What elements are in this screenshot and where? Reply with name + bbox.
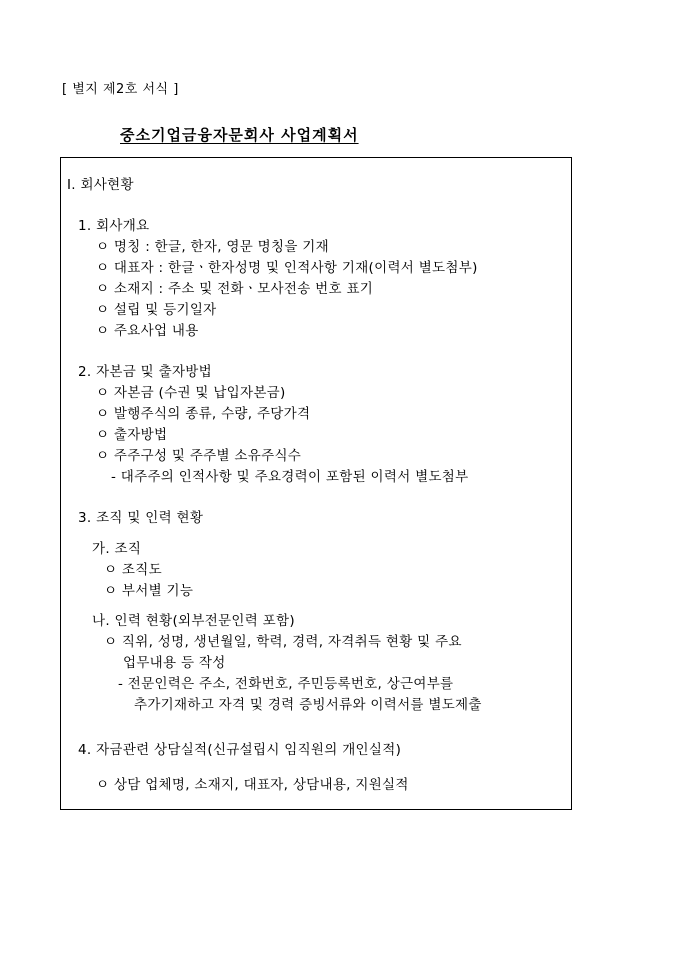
list-item: ㅇ 주주구성 및 주주별 소유주식수 — [96, 448, 302, 464]
section-heading: Ⅰ. 회사현황 — [67, 177, 134, 193]
list-item-continuation: 업무내용 등 작성 — [123, 655, 226, 671]
list-item: ㅇ 명칭 : 한글, 한자, 영문 명칭을 기재 — [96, 239, 329, 255]
sub-item-continuation: 추가기재하고 자격 및 경력 증빙서류와 이력서를 별도제출 — [134, 697, 482, 713]
list-item: ㅇ 설립 및 등기일자 — [96, 302, 217, 318]
list-item: ㅇ 상담 업체명, 소재지, 대표자, 상담내용, 지원실적 — [96, 777, 409, 793]
section-3-title: 3. 조직 및 인력 현황 — [78, 510, 204, 526]
sub-item: - 전문인력은 주소, 전화번호, 주민등록번호, 상근여부를 — [118, 676, 454, 692]
list-item: ㅇ 대표자 : 한글ㆍ한자성명 및 인적사항 기재(이력서 별도첨부) — [96, 260, 478, 276]
list-item: ㅇ 소재지 : 주소 및 전화ㆍ모사전송 번호 표기 — [96, 281, 374, 297]
subsection-b-title: 나. 인력 현황(외부전문인력 포함) — [92, 613, 295, 629]
section-1-title: 1. 회사개요 — [78, 218, 150, 234]
list-item: ㅇ 출자방법 — [96, 427, 168, 443]
sub-item: - 대주주의 인적사항 및 주요경력이 포함된 이력서 별도첨부 — [111, 469, 469, 485]
list-item: ㅇ 주요사업 내용 — [96, 323, 199, 339]
list-item: ㅇ 부서별 기능 — [104, 583, 194, 599]
list-item: ㅇ 발행주식의 종류, 수량, 주당가격 — [96, 406, 311, 422]
section-2-title: 2. 자본금 및 출자방법 — [78, 364, 212, 380]
subsection-a-title: 가. 조직 — [92, 541, 142, 557]
list-item: ㅇ 직위, 성명, 생년월일, 학력, 경력, 자격취득 현황 및 주요 — [104, 634, 462, 650]
list-item: ㅇ 조직도 — [104, 562, 162, 578]
section-4-title: 4. 자금관련 상담실적(신규설립시 임직원의 개인실적) — [78, 742, 402, 758]
form-number-label: [ 별지 제2호 서식 ] — [62, 82, 179, 97]
document-title: 중소기업금융자문회사 사업계획서 — [120, 126, 359, 144]
list-item: ㅇ 자본금 (수권 및 납입자본금) — [96, 385, 286, 401]
